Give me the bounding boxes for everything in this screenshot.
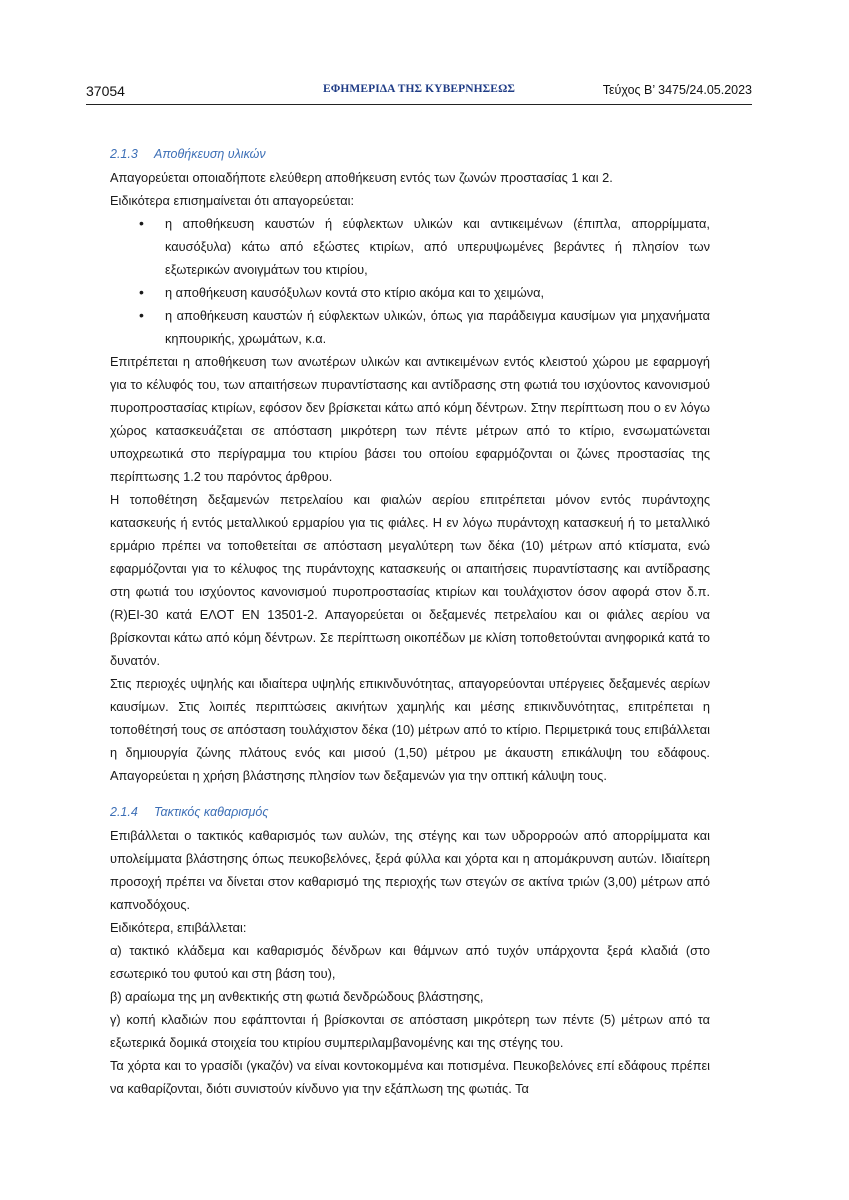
page-body <box>110 143 710 1100</box>
list-item <box>139 212 710 281</box>
section-heading-2-1-4 <box>110 801 710 824</box>
paragraph: Απαγορεύεται οποιαδήποτε ελεύθερη αποθήκευση εντός των ζωνών προστασίας 1 και 2. <box>110 170 613 185</box>
section-title: Τακτικός καθαρισμός <box>154 805 269 819</box>
bullet-icon: • <box>139 215 144 231</box>
page-number: 37054 <box>86 83 125 99</box>
list-item <box>139 304 710 350</box>
list-item-text: η αποθήκευση καυστών ή εύφλεκτων υλικών, όπως για παράδειγμα καυσίμων για μηχανήματα κηπουρικής, χρωμάτων, κ.α. <box>165 308 710 346</box>
paragraph: Ειδικότερα επισημαίνεται ότι απαγορεύεται: <box>110 193 355 208</box>
list-item-a: α) τακτικό κλάδεμα και καθαρισμός δένδρων και θάμνων από τυχόν υπάρχοντα ξερά κλαδιά (στο εσωτερικό του φυτού και στη βάση του), <box>110 943 710 981</box>
section-title: Αποθήκευση υλικών <box>154 147 266 161</box>
section-heading-2-1-3 <box>110 143 710 166</box>
gazette-title: ΕΦΗΜΕΡΙΔΑ ΤΗΣ ΚΥΒΕΡΝΗΣΕΩΣ <box>322 83 515 95</box>
paragraph: Τα χόρτα και το γρασίδι (γκαζόν) να είναι κοντοκομμένα και ποτισμένα. Πευκοβελόνες επί εδάφους πρέπει να καθαρίζονται, διότι συνιστούν κίνδυνο για την εξάπλωση της φωτιάς. Τα <box>110 1058 710 1096</box>
paragraph: Ειδικότερα, επιβάλλεται: <box>110 920 247 935</box>
list-item-text: η αποθήκευση καυσόξυλων κοντά στο κτίριο ακόμα και το χειμώνα, <box>165 285 545 300</box>
bullet-icon: • <box>139 307 144 323</box>
bullet-list <box>110 212 710 350</box>
list-item <box>139 281 710 304</box>
paragraph: Η τοποθέτηση δεξαμενών πετρελαίου και φιαλών αερίου επιτρέπεται μόνον εντός πυράντοχης κατασκευής ή εντός μεταλλικού ερμαρίου για τις φιάλες. Η εν λόγω πυράντοχη κατασκευή ή το μεταλλικό ερμάριο πρέπει να τοποθετείται σε απόσταση μεγαλύτερη των δέκα (10) μέτρων από κτίσματα, ενώ εφαρμόζονται για το κέλυφος της πυράντοχης κατασκευής οι απαιτήσεις πυραντίστασης και αντίδρασης στη φωτιά του ισχύοντος κανονισμού πυροπροστασίας κτιρίων και τουλάχιστον όσον αφορά στον δ.π. (R)EI-30 κατά ΕΛΟΤ ΕΝ 13501-2. Απαγορεύεται οι δεξαμενές πετρελαίου και οι φιάλες αερίου να βρίσκονται κάτω από κόμη δέντρων. Σε περίπτωση οικοπέδων με κλίση τοποθετούνται ανηφορικά κατά το δυνατόν. <box>110 492 710 668</box>
section-number: 2.1.3 <box>110 147 138 161</box>
paragraph: Επιτρέπεται η αποθήκευση των ανωτέρων υλικών και αντικειμένων εντός κλειστού χώρου με εφαρμογή για το κέλυφός του, των απαιτήσεων πυραντίστασης και αντίδρασης στη φωτιά του ισχύοντος κανονισμού πυροπροστασίας κτιρίων, εφόσον δεν βρίσκεται κάτω από κόμη δέντρων. Στην περίπτωση που ο εν λόγω χώρος κατασκευάζεται σε απόσταση μικρότερη των πέντε μέτρων από το κτίριο, ενσωματώνεται υποχρεωτικά στο περίγραμμα του κτιρίου βάσει του οποίου εφαρμόζονται οι ζώνες προστασίας της περίπτωσης 1.2 του παρόντος άρθρου. <box>110 354 710 484</box>
page-header <box>86 82 752 105</box>
paragraph: Στις περιοχές υψηλής και ιδιαίτερα υψηλής επικινδυνότητας, απαγορεύονται υπέργειες δεξαμενές αερίων καυσίμων. Στις λοιπές περιπτώσεις ακινήτων χαμηλής και μέσης επικινδυνότητας, επιτρέπεται η τοποθέτησή τους σε απόσταση τουλάχιστον δέκα (10) μέτρων από το κτίριο. Περιμετρικά τους επιβάλλεται η δημιουργία ζώνης πλάτους ενός και μισού (1,50) μέτρου με άκαυστη επικάλυψη του εδάφους. Απαγορεύεται η χρήση βλάστησης πλησίον των δεξαμενών για την οπτική κάλυψη τους. <box>110 676 710 783</box>
list-item-c: γ) κοπή κλαδιών που εφάπτονται ή βρίσκονται σε απόσταση μικρότερη των πέντε (5) μέτρων από τα εξωτερικά δομικά στοιχεία του κτιρίου συμπεριλαμβανομένης και της στέγης του. <box>110 1012 710 1050</box>
paragraph: Επιβάλλεται ο τακτικός καθαρισμός των αυλών, της στέγης και των υδρορροών από απορρίμματα και υπολείμματα βλάστησης όπως πευκοβελόνες, ξερά φύλλα και χόρτα και η απομάκρυνση αυτών. Ιδιαίτερη προσοχή πρέπει να δίνεται στον καθαρισμό της περιοχής των στεγών σε ακτίνα τριών (3,00) μέτρων από καπνοδόχους. <box>110 828 710 912</box>
section-number: 2.1.4 <box>110 805 138 819</box>
list-item-b: β) αραίωμα της μη ανθεκτικής στη φωτιά δενδρώδους βλάστησης, <box>110 989 484 1004</box>
bullet-icon: • <box>139 284 144 300</box>
list-item-text: η αποθήκευση καυστών ή εύφλεκτων υλικών και αντικειμένων (έπιπλα, απορρίμματα, καυσόξυλα) κάτω από εξώστες κτιρίων, από υπερυψωμένες βεράντες ή πλησίον των εξωτερικών ανοιγμάτων του κτιρίου, <box>165 216 710 277</box>
issue-reference: Τεύχος Β’ 3475/24.05.2023 <box>602 83 752 97</box>
